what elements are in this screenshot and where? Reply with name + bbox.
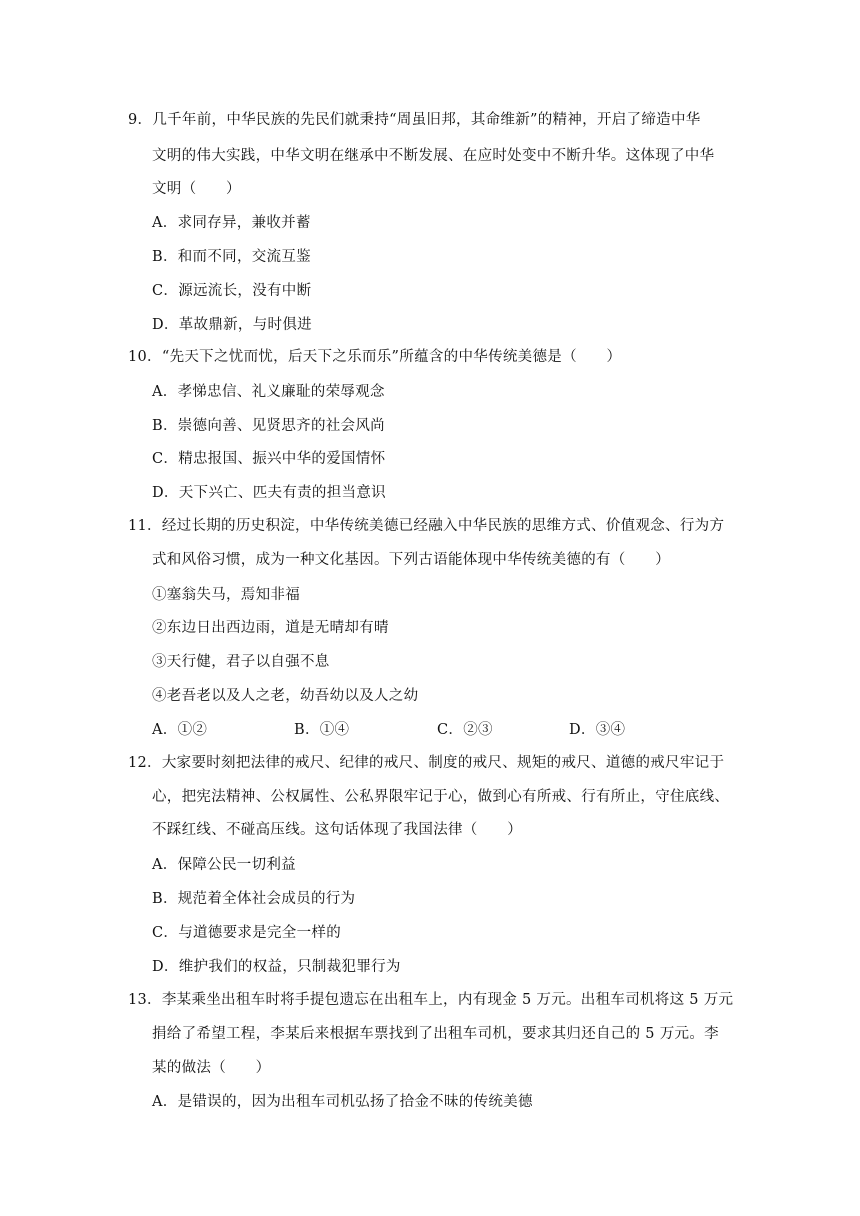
question-9-option-a[interactable]: A．求同存异，兼收并蓄	[152, 215, 311, 231]
question-10-option-d[interactable]: D．天下兴亡、匹夫有责的担当意识	[152, 485, 386, 501]
question-13-stem-line-1: 13．李某乘坐出租车时将手提包遗忘在出租车上，内有现金 5 万元。出租车司机将这 5 万元	[128, 992, 734, 1008]
question-13-option-a[interactable]: A．是错误的，因为出租车司机弘扬了拾金不昧的传统美德	[152, 1094, 533, 1110]
question-9-stem-line-3: 文明（ ）	[152, 181, 241, 197]
question-12-option-b[interactable]: B．规范着全体社会成员的行为	[152, 891, 356, 907]
question-11-item-2: ②东边日出西边雨，道是无晴却有晴	[152, 620, 389, 636]
question-9-option-d[interactable]: D．革故鼎新，与时俱进	[152, 317, 312, 333]
question-11-option-d[interactable]: D．③④	[569, 722, 626, 738]
question-9-option-c[interactable]: C．源远流长，没有中断	[152, 283, 312, 299]
question-11-stem-line-2: 式和风俗习惯，成为一种文化基因。下列古语能体现中华传统美德的有（ ）	[152, 552, 670, 568]
question-12-stem-line-2: 心，把宪法精神、公权属性、公私界限牢记于心，做到心有所戒、行有所止，守住底线、	[152, 789, 730, 805]
question-11-item-3: ③天行健，君子以自强不息	[152, 654, 330, 670]
question-10-option-c[interactable]: C．精忠报国、振兴中华的爱国情怀	[152, 451, 386, 467]
question-12-stem-line-3: 不踩红线、不碰高压线。这句话体现了我国法律（ ）	[152, 822, 522, 838]
question-10-option-b[interactable]: B．崇德向善、见贤思齐的社会风尚	[152, 418, 385, 434]
question-11-item-4: ④老吾老以及人之老，幼吾幼以及人之幼	[152, 688, 419, 704]
question-9-stem-line-2: 文明的伟大实践，中华文明在继承中不断发展、在应时处变中不断升华。这体现了中华	[152, 148, 715, 164]
question-9-option-b[interactable]: B．和而不同，交流互鉴	[152, 249, 311, 265]
question-11-item-1: ①塞翁失马，焉知非福	[152, 587, 300, 603]
question-11-option-a[interactable]: A．①②	[152, 722, 208, 738]
question-13-stem-line-2: 捐给了希望工程，李某后来根据车票找到了出租车司机，要求其归还自己的 5 万元。李	[152, 1026, 719, 1042]
question-10-stem-line-1: 10．“先天下之忧而忧，后天下之乐而乐”所蕴含的中华传统美德是（ ）	[128, 349, 622, 365]
question-12-stem-line-1: 12．大家要时刻把法律的戒尺、纪律的戒尺、制度的戒尺、规矩的戒尺、道德的戒尺牢记于	[128, 755, 725, 771]
question-12-option-a[interactable]: A．保障公民一切利益	[152, 857, 296, 873]
question-10-option-a[interactable]: A．孝悌忠信、礼义廉耻的荣辱观念	[152, 384, 385, 400]
question-11-option-b[interactable]: B．①④	[294, 722, 350, 738]
question-12-option-c[interactable]: C．与道德要求是完全一样的	[152, 925, 341, 941]
question-13-stem-line-3: 某的做法（ ）	[152, 1060, 271, 1076]
question-9-stem-line-1: 9．几千年前，中华民族的先民们就秉持“周虽旧邦，其命维新”的精神，开启了缔造中华	[128, 112, 701, 128]
question-11-option-c[interactable]: C．②③	[437, 722, 493, 738]
question-11-stem-line-1: 11．经过长期的历史积淀，中华传统美德已经融入中华民族的思维方式、价值观念、行为方	[128, 518, 725, 534]
question-12-option-d[interactable]: D．维护我们的权益，只制裁犯罪行为	[152, 959, 401, 975]
